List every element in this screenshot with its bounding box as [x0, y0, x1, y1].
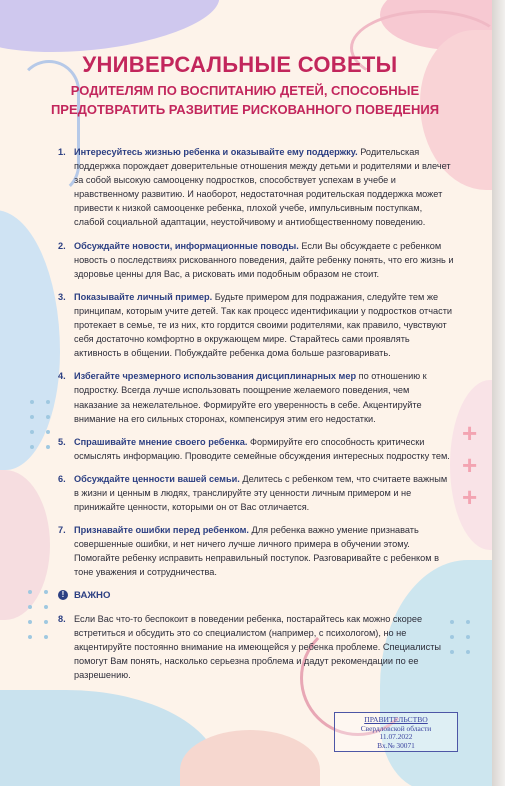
item-text: Если Вы обсуждаете с ребенком новость о последствиях рискованного поведения, дайте ребенку понять, что его жизнь и здоровье ценны для Вас, а рисковать ими подобным образом не стоит.	[74, 240, 454, 279]
exclamation-circle-icon: !	[58, 590, 68, 600]
important-heading	[58, 589, 454, 603]
item-text: Для ребенка важно умение признавать совершенные ошибки, и нет ничего лучше личного примера в обучении этому. Помогайте ребенку исправить неправильный поступок. Разговаривайте с ребенком в тоне уважения и сотрудничества.	[74, 525, 439, 578]
item-lead: Интересуйтесь жизнью ребенка и оказывайте ему поддержку.	[74, 147, 358, 157]
stamp-line: 11.07.2022	[379, 732, 413, 742]
dot-grid-decor	[28, 590, 49, 639]
plus-decor-icon: +	[462, 418, 478, 448]
advice-item-8	[58, 612, 454, 682]
item-text: Формируйте его способность критически осмыслять информацию. Проводите семейные обсуждения интересных подростку тем.	[74, 436, 450, 461]
item-number: 4.	[58, 371, 66, 382]
item-lead: Признавайте ошибки перед ребенком.	[74, 525, 249, 536]
item-text: по отношению к подростку. Всегда лучше использовать поощрение желаемого поведения, чем наказание за нежелательное. Формируйте его уверенность в себе. Акцентируйте внимание на его сильных сторонах, компенсируя этим его недостатки.	[74, 371, 427, 424]
stamp-line: Вх.№ 30071	[377, 740, 415, 750]
item-lead: Показывайте личный пример.	[74, 291, 213, 302]
advice-item-1	[58, 145, 454, 230]
plus-decor-icon: +	[462, 482, 478, 512]
item-number: 1.	[58, 147, 66, 157]
item-number: 3.	[58, 291, 66, 302]
advice-item-5	[58, 435, 454, 463]
page-title: УНИВЕРСАЛЬНЫЕ СОВЕТЫ	[82, 52, 398, 77]
item-lead: Обсуждайте новости, информационные поводы.	[74, 240, 299, 251]
item-text: Будьте примером для подражания, следуйте тем же принципам, которым учите детей. Так как процесс идентификации у подростков отчасти протекает в семье, те из них, кто гордится своими родителями, как правило, чувствуют себя достаточно комфортно в окружающем мире. Старайтесь сами проявлять активность в общении. Побуждайте ребенка дома больше разговаривать.	[74, 291, 453, 359]
item-text: Если Вас что-то беспокоит в поведении ребенка, постарайтесь как можно скорее встретиться и обсудить это со специалистом (например, с психологом), но не акцентируйте постоянно внимание на имеющейся у ребенка проблеме. Специалисты помогут Вам понять, насколько серьезна проблема и дадут рекомендации по ее разрешению.	[74, 613, 442, 680]
advice-item-4	[58, 369, 454, 425]
item-text: Делитесь с ребенком тем, что считаете важным в жизни и ценным в людях, транслируйте эту ценности личным примером и не принижайте ценности, которыми он от Вас отличается.	[74, 473, 448, 513]
subtitle-line: ПРЕДОТВРАТИТЬ РАЗВИТИЕ РИСКОВАННОГО ПОВЕДЕНИЯ	[50, 102, 440, 117]
dot-grid-decor	[30, 400, 51, 449]
advice-item-3	[58, 290, 454, 360]
stamp-line: ПРАВИТЕЛЬСТВО	[364, 715, 428, 724]
page-edge-shadow	[492, 0, 505, 786]
item-number: 7.	[58, 525, 66, 536]
item-number: 6.	[58, 473, 66, 484]
advice-item-6	[58, 472, 454, 514]
item-number: 2.	[58, 240, 66, 251]
item-lead: Спрашивайте мнение своего ребенка.	[74, 436, 248, 447]
page-subtitle	[40, 81, 450, 119]
item-lead: Обсуждайте ценности вашей семьи.	[74, 473, 240, 484]
item-lead: Избегайте чрезмерного использования дисциплинарных мер	[74, 371, 357, 382]
important-label: ВАЖНО	[74, 589, 111, 601]
advice-item-2	[58, 239, 454, 281]
advice-item-7	[58, 523, 454, 579]
registration-stamp	[334, 712, 458, 752]
item-number: 8.	[58, 613, 66, 624]
item-number: 5.	[58, 436, 66, 447]
subtitle-line: РОДИТЕЛЯМ ПО ВОСПИТАНИЮ ДЕТЕЙ, СПОСОБНЫЕ	[70, 83, 420, 98]
plus-decor-icon: +	[462, 450, 478, 480]
item-text: Родительская поддержка порождает доверительные отношения между детьми и родителями и влечет за собой высокую самооценку подростков, способствует успехам в учебе и нравственному развитию. И наоборот, недостаточная родительская поддержка может привести к низкой самооценке ребенка, плохой учебе, импульсивным поступкам, слабой социальной адаптации, неустойчивому и антиобщественному поведению.	[74, 147, 451, 228]
advice-list	[58, 145, 454, 691]
stamp-line: Свердловской области	[360, 723, 432, 733]
